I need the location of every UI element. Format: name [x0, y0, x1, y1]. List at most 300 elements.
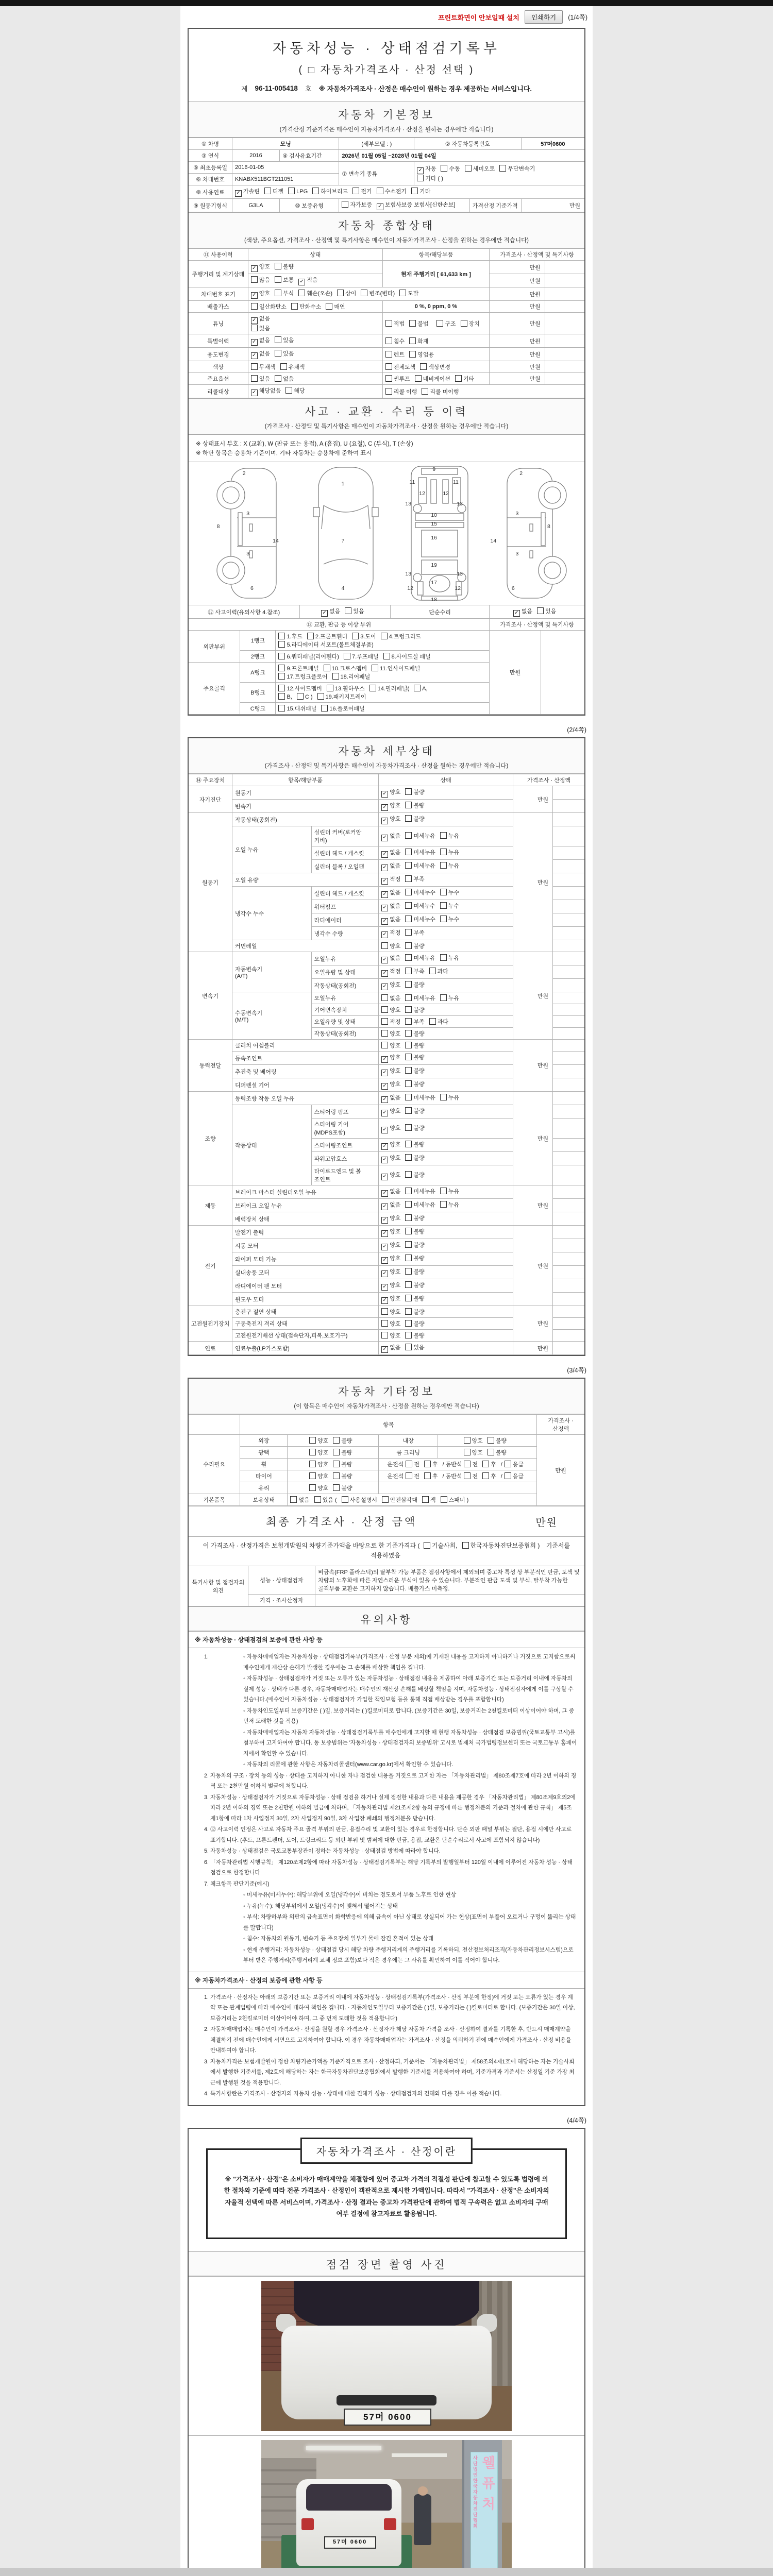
checkbox[interactable] [385, 351, 392, 358]
cell: 가격조사 · 산정액 및 특기사항 [490, 249, 584, 261]
cell: 만원 [513, 1342, 553, 1355]
checkbox[interactable]: ✓ [381, 791, 388, 798]
cell: 실린더 헤드 / 개스킷 [311, 846, 379, 860]
checkbox[interactable] [411, 188, 418, 194]
checkbox[interactable] [275, 276, 281, 283]
checkbox[interactable] [385, 375, 392, 382]
option: ✓ 해당없음 [251, 388, 281, 394]
checkbox[interactable] [424, 1461, 431, 1467]
checkbox[interactable] [405, 942, 412, 949]
section-overall-subtitle: (색상, 주요옵션, 가격조사 · 산정액 및 특기사항은 매수인이 자동차가격조사 · 산정을 원하는 경우에만 적습니다) [244, 238, 529, 244]
checkbox[interactable] [383, 653, 390, 659]
checkbox[interactable] [381, 1030, 388, 1037]
checkbox[interactable]: ✓ [381, 984, 388, 990]
cell [553, 1078, 584, 1092]
checkbox[interactable]: ✓ [381, 1070, 388, 1076]
checkbox[interactable] [251, 303, 258, 310]
checkbox[interactable] [482, 1461, 489, 1467]
checkbox[interactable] [405, 849, 412, 855]
checkbox[interactable] [405, 1067, 412, 1074]
checkbox[interactable] [345, 607, 351, 614]
checkbox[interactable]: ✓ [381, 1284, 388, 1291]
checkbox[interactable] [406, 1461, 412, 1467]
checkbox[interactable]: ✓ [381, 905, 388, 911]
checkbox[interactable] [405, 929, 412, 936]
checkbox[interactable] [278, 633, 285, 639]
checkbox[interactable] [405, 802, 412, 808]
checkbox[interactable] [381, 1018, 388, 1025]
checkbox[interactable] [440, 1188, 447, 1194]
checkbox[interactable]: ✓ [381, 1127, 388, 1133]
checkbox[interactable] [462, 1542, 469, 1549]
checkbox[interactable] [381, 1320, 388, 1327]
checkbox[interactable] [461, 320, 467, 327]
checkbox[interactable] [275, 336, 281, 343]
checkbox[interactable] [405, 832, 412, 839]
option: 양호 [309, 1450, 328, 1456]
checkbox[interactable]: ✓ [381, 1143, 388, 1150]
checkbox[interactable] [440, 849, 447, 855]
checkbox[interactable] [278, 665, 285, 671]
checkbox[interactable]: ✓ [381, 1056, 388, 1063]
checkbox[interactable] [324, 665, 330, 671]
checkbox[interactable] [298, 290, 305, 296]
checkbox[interactable] [369, 685, 376, 691]
caution-title-2: ※ 자동차가격조사 · 산정의 보증에 관한 사항 등 [189, 1972, 584, 1989]
checkbox[interactable] [440, 902, 447, 909]
checkbox[interactable] [405, 1006, 412, 1013]
checkbox[interactable] [405, 815, 412, 822]
checkbox[interactable] [377, 188, 383, 194]
option: ✓ 양호 [381, 1269, 400, 1275]
checkbox[interactable] [333, 1472, 340, 1479]
option: ✓ 없음 [381, 1095, 400, 1101]
checkbox[interactable]: ✓ [321, 610, 328, 617]
checkbox[interactable]: ✓ [417, 167, 424, 174]
checkbox[interactable] [312, 188, 319, 194]
checkbox[interactable] [251, 325, 258, 331]
checkbox[interactable]: ✓ [235, 190, 242, 197]
checkbox[interactable] [405, 954, 412, 961]
checkbox[interactable] [385, 320, 392, 327]
checkbox[interactable]: ✓ [381, 1083, 388, 1090]
cell [553, 873, 584, 887]
checkbox[interactable] [464, 1437, 470, 1444]
checkbox[interactable] [333, 1461, 340, 1467]
checkbox[interactable] [440, 954, 447, 961]
checkbox[interactable] [405, 1320, 412, 1327]
option: 미세누유 [405, 1095, 435, 1101]
option: 불량 [405, 1256, 424, 1262]
cell [553, 1139, 584, 1152]
checkbox[interactable] [405, 1295, 412, 1301]
checkbox[interactable] [361, 290, 367, 296]
checkbox[interactable] [405, 1094, 412, 1100]
cell: 리콜대상 [189, 385, 248, 398]
checkbox[interactable]: ✓ [381, 1157, 388, 1163]
checkbox[interactable] [440, 1094, 447, 1100]
checkbox[interactable] [499, 165, 506, 172]
checkbox[interactable] [455, 375, 462, 382]
checkbox[interactable] [405, 1308, 412, 1315]
cell: 0 %, 0 ppm, 0 % [382, 301, 489, 313]
checkbox[interactable]: ✓ [251, 339, 258, 346]
checkbox[interactable] [424, 1542, 430, 1549]
cell: 와이퍼 모터 기능 [232, 1252, 378, 1266]
cell: 클러치 어셈블리 [232, 1040, 378, 1052]
checkbox[interactable] [405, 1201, 412, 1208]
checkbox[interactable] [440, 916, 447, 922]
checkbox[interactable] [317, 693, 324, 700]
checkbox[interactable] [405, 1124, 412, 1131]
cell: G3LA [232, 199, 279, 212]
checkbox[interactable] [352, 633, 359, 639]
cell: 모닝 [232, 138, 339, 150]
checkbox[interactable] [405, 1255, 412, 1261]
checkbox[interactable] [424, 1472, 431, 1479]
checkbox[interactable] [405, 788, 412, 795]
checkbox[interactable]: ✓ [381, 1096, 388, 1103]
cell: 특별이력 [189, 334, 248, 348]
checkbox[interactable] [285, 387, 292, 394]
checkbox[interactable] [405, 1042, 412, 1048]
cell [553, 1185, 584, 1199]
checkbox[interactable] [381, 1308, 388, 1315]
checkbox[interactable] [309, 1449, 316, 1455]
checkbox[interactable]: ✓ [251, 292, 258, 299]
option: 적법 [385, 321, 405, 327]
checkbox[interactable] [297, 693, 304, 700]
checkbox[interactable] [314, 1496, 321, 1503]
panel-number: 4 [341, 585, 345, 591]
checkbox[interactable]: ✓ [381, 1110, 388, 1116]
cell [379, 846, 513, 860]
checkbox[interactable] [275, 263, 281, 269]
checkbox[interactable] [333, 1449, 340, 1455]
option: 있음 [275, 337, 294, 344]
checkbox[interactable]: ✓ [381, 931, 388, 938]
checkbox[interactable] [275, 375, 281, 382]
checkbox[interactable]: ✓ [381, 970, 388, 977]
checkbox[interactable] [278, 641, 285, 648]
checkbox[interactable] [440, 862, 447, 869]
cell: 운전석 전 후 / 동반석 전 후 / 응급 [379, 1459, 537, 1470]
section-etc-subtitle: (이 항목은 매수인이 자동차가격조사 · 산정을 원하는 경우에만 적습니다) [294, 1403, 479, 1410]
checkbox[interactable] [405, 1228, 412, 1234]
section-detail-header [189, 738, 584, 774]
checkbox[interactable]: ✓ [381, 957, 388, 963]
checkbox[interactable] [464, 1449, 470, 1455]
checkbox[interactable] [405, 902, 412, 909]
checkbox[interactable] [405, 1018, 412, 1025]
checkbox[interactable] [251, 363, 258, 370]
checkbox[interactable] [291, 303, 298, 310]
checkbox[interactable] [441, 1496, 447, 1503]
checkbox[interactable] [278, 653, 285, 659]
option: 후 [424, 1462, 438, 1468]
cell [382, 334, 489, 348]
checkbox[interactable] [429, 968, 436, 974]
checkbox[interactable] [264, 188, 271, 194]
checkbox[interactable] [372, 665, 378, 671]
checkbox[interactable]: ✓ [381, 865, 388, 871]
checkbox[interactable]: ✓ [381, 818, 388, 824]
state-code-note-2: ※ 하단 항목은 승용차 기준이며, 기타 자동차는 승용차에 준하여 표시 [196, 450, 372, 456]
checkbox[interactable] [464, 1472, 470, 1479]
checkbox[interactable] [405, 968, 412, 974]
checkbox[interactable]: ✓ [251, 317, 258, 324]
checkbox[interactable] [385, 388, 392, 395]
checkbox[interactable] [405, 1214, 412, 1221]
checkbox[interactable] [278, 685, 285, 691]
checkbox[interactable] [399, 290, 406, 296]
cell [553, 1092, 584, 1105]
checkbox[interactable] [405, 1054, 412, 1060]
cell: 만원 [490, 631, 541, 715]
notice-item: 6. 「자동차관리법 시행규칙」 제120조제2항에 따라 자동차성능 · 상태점검기록부는 해당 기록부의 발행일부터 120일 이내에 이루어진 자동차 성능 · 상태점검으로 한정합니다 [210, 1857, 577, 1878]
checkbox[interactable] [326, 303, 332, 310]
checkbox[interactable] [405, 1268, 412, 1275]
checkbox[interactable] [342, 201, 348, 208]
row [189, 385, 584, 398]
checkbox[interactable] [381, 942, 388, 949]
checkbox[interactable] [464, 1461, 470, 1467]
window-bottom-strip [0, 2568, 773, 2576]
section-etc-title: 자동차 기타정보 [338, 1386, 435, 1398]
checkbox[interactable] [405, 1241, 412, 1248]
option: 응급 [505, 1473, 524, 1480]
cell [248, 287, 489, 301]
checkbox[interactable] [429, 1018, 436, 1025]
checkbox[interactable]: ✓ [381, 835, 388, 841]
checkbox[interactable]: ✓ [381, 1244, 388, 1250]
checkbox[interactable] [405, 1080, 412, 1087]
checkbox[interactable] [405, 1332, 412, 1338]
cell [438, 1447, 537, 1459]
cell: ⑤ 최초등록일 [189, 162, 232, 174]
cell [248, 261, 382, 274]
checkbox[interactable]: ✓ [251, 352, 258, 359]
checkbox[interactable] [381, 994, 388, 1001]
checkbox[interactable] [385, 363, 392, 370]
checkbox[interactable] [333, 1437, 340, 1444]
checkbox[interactable] [382, 1496, 389, 1503]
checkbox[interactable]: ✓ [513, 610, 520, 617]
checkbox[interactable] [405, 981, 412, 988]
checkbox[interactable] [405, 916, 412, 922]
checkbox[interactable] [405, 1141, 412, 1147]
option: 누유 [440, 1202, 459, 1208]
cell: 휠 [240, 1459, 288, 1470]
option: ✓ 가솔린 [235, 189, 260, 195]
panel-number: 8 [216, 523, 220, 530]
checkbox[interactable] [381, 1332, 388, 1338]
checkbox[interactable]: ✓ [381, 1190, 388, 1197]
checkbox[interactable] [436, 320, 443, 327]
inspection-photo-front [261, 2281, 512, 2431]
checkbox[interactable] [278, 673, 285, 680]
option: ✓ 양호 [381, 1142, 400, 1148]
notice-bullet: ◦ 자동차의 리콜에 관한 사항은 자동차리콜센터(www.car.go.kr)에서 확인할 수 있습니다. [243, 1759, 577, 1770]
checkbox[interactable] [381, 633, 388, 639]
checkbox[interactable]: ✓ [381, 1217, 388, 1224]
cell: 만원 [490, 287, 545, 301]
checkbox[interactable]: ✓ [381, 1257, 388, 1264]
checkbox[interactable] [405, 1171, 412, 1178]
checkbox[interactable] [333, 1484, 340, 1491]
option: 구조 [436, 321, 456, 327]
checkbox[interactable] [381, 1006, 388, 1013]
checkbox[interactable] [440, 889, 447, 895]
checkbox[interactable] [409, 337, 416, 344]
checkbox[interactable]: ✓ [377, 204, 383, 210]
checkbox[interactable]: ✓ [381, 851, 388, 858]
checkbox[interactable] [409, 351, 416, 358]
option: 누수 [440, 903, 459, 909]
checkbox[interactable] [352, 188, 359, 194]
row [189, 1342, 584, 1355]
checkbox[interactable] [290, 1496, 297, 1503]
cell: (세부모델 : ) [339, 138, 414, 150]
checkbox[interactable] [440, 832, 447, 839]
checkbox[interactable] [422, 1496, 429, 1503]
checkbox[interactable] [405, 1154, 412, 1161]
checkbox[interactable] [251, 375, 258, 382]
panel-number: 12 [455, 585, 461, 591]
checkbox[interactable] [307, 633, 314, 639]
checkbox[interactable] [332, 673, 339, 680]
cell: 용도변경 [189, 348, 248, 361]
checkbox[interactable] [278, 693, 285, 700]
checkbox[interactable] [465, 165, 472, 172]
print-button[interactable]: 인쇄하기 [525, 10, 563, 24]
panel-number: 2 [242, 470, 246, 477]
checkbox[interactable] [405, 1344, 412, 1350]
checkbox[interactable] [405, 1281, 412, 1288]
checkbox[interactable] [275, 290, 281, 296]
checkbox[interactable] [441, 165, 447, 172]
checkbox[interactable] [414, 685, 421, 691]
checkbox[interactable]: ✓ [251, 265, 258, 272]
checkbox[interactable] [405, 875, 412, 882]
checkbox[interactable] [309, 1472, 316, 1479]
option: 불량 [405, 803, 424, 809]
checkbox[interactable] [327, 685, 333, 691]
checkbox[interactable] [417, 175, 424, 181]
checkbox[interactable] [344, 653, 350, 659]
checkbox[interactable] [409, 320, 416, 327]
row [189, 1470, 584, 1482]
checkbox[interactable] [537, 607, 544, 614]
checkbox[interactable] [280, 363, 287, 370]
checkbox[interactable]: ✓ [381, 1297, 388, 1304]
checkbox[interactable] [337, 290, 344, 296]
checkbox[interactable] [422, 388, 428, 395]
notice-item: 5. 자동차성능 · 상태점검은 국토교통부장관이 정하는 자동차성능 · 상태점검 방법에 따라야 합니다. [210, 1846, 577, 1857]
caution-block-1 [189, 1631, 584, 1972]
checkbox[interactable] [381, 1042, 388, 1048]
row [189, 1459, 584, 1470]
checkbox[interactable] [405, 862, 412, 869]
checkbox[interactable] [440, 994, 447, 1001]
option: 불량 [275, 264, 294, 270]
row [189, 1226, 584, 1239]
checkbox[interactable] [505, 1472, 511, 1479]
checkbox[interactable] [488, 1437, 494, 1444]
row [189, 249, 584, 261]
checkbox[interactable]: ✓ [381, 1174, 388, 1180]
checkbox[interactable]: ✓ [381, 1204, 388, 1210]
cell [299, 605, 391, 619]
row [189, 150, 584, 162]
cell [339, 199, 469, 212]
option: 장치 [461, 321, 480, 327]
photo-row-2 [189, 2435, 584, 2576]
checkbox[interactable] [278, 705, 285, 711]
checkbox[interactable] [405, 1188, 412, 1194]
checkbox[interactable] [275, 350, 281, 357]
checkbox[interactable] [405, 994, 412, 1001]
checkbox[interactable] [420, 363, 427, 370]
panel-number: 12 [443, 490, 449, 497]
checkbox[interactable]: ✓ [381, 878, 388, 885]
checkbox[interactable]: ✓ [381, 891, 388, 898]
checkbox[interactable] [488, 1449, 494, 1455]
option: 2.프론트휀더 [307, 634, 347, 640]
checkbox[interactable] [309, 1437, 316, 1444]
option: C ) [297, 694, 313, 700]
checkbox[interactable] [405, 889, 412, 895]
checkbox[interactable] [505, 1461, 511, 1467]
option: 불량 [405, 1142, 424, 1148]
checkbox[interactable] [440, 1201, 447, 1208]
checkbox[interactable] [309, 1461, 316, 1467]
checkbox[interactable] [251, 276, 258, 283]
ceiling-light [392, 2453, 447, 2457]
cell [379, 800, 513, 813]
checkbox[interactable]: ✓ [298, 279, 305, 285]
checkbox[interactable] [385, 337, 392, 344]
checkbox[interactable]: ✓ [381, 918, 388, 925]
checkbox[interactable] [342, 1496, 348, 1503]
checkbox[interactable] [309, 1484, 316, 1491]
car-grille [337, 2395, 436, 2405]
cell [379, 1293, 513, 1306]
checkbox[interactable] [288, 188, 295, 194]
option: 한국자동차진단보증협회 ) [462, 1542, 540, 1549]
checkbox[interactable] [415, 375, 422, 382]
checkbox[interactable] [321, 705, 328, 711]
install-notice-link[interactable]: 프린트화면이 안보일때 설치 [438, 13, 519, 22]
checkbox[interactable] [482, 1472, 489, 1479]
checkbox[interactable] [405, 1030, 412, 1037]
checkbox[interactable]: ✓ [381, 1270, 388, 1277]
option: 14.필러패널( [369, 686, 409, 692]
diagram-number-labels [189, 462, 584, 605]
checkbox[interactable] [406, 1472, 412, 1479]
notice-bullet: ◦ 1. 자동차매매업자는 자동차성능 · 상태점검기록부(가격조사 · 산정 부분 제외)에 기재된 내용을 고지하지 아니하거나 거짓으로 고지함으로써 매수인에게 재산상 손해가 발생한 경우에는 그 손해를 배상할 책임을 집니다. [243, 1652, 577, 1673]
checkbox[interactable]: ✓ [381, 1346, 388, 1353]
option: ✓ 없음 [381, 955, 400, 961]
checkbox[interactable]: ✓ [251, 389, 258, 396]
overall-state-table [189, 248, 584, 398]
checkbox[interactable] [405, 1107, 412, 1114]
license-plate-rear: 57머 0600 [324, 2536, 376, 2549]
option: 썬루프 [385, 376, 410, 382]
checkbox[interactable]: ✓ [381, 1230, 388, 1237]
checkbox[interactable]: ✓ [381, 804, 388, 811]
cell [379, 979, 513, 992]
